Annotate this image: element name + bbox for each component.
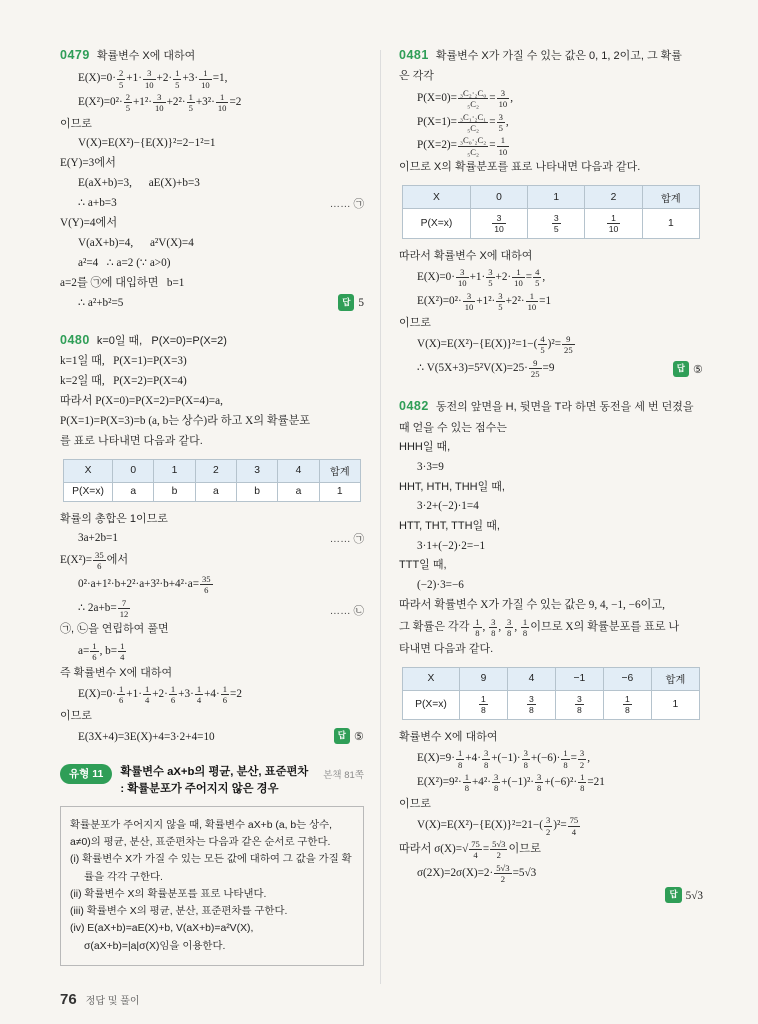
text-line: ㉠, ㉡을 연립하여 풀면 [60, 623, 169, 636]
math-line [399, 887, 703, 905]
table-cell: 1 [651, 690, 699, 719]
table-header-cell: 합계 [642, 186, 699, 209]
table-header-cell: 9 [459, 667, 507, 690]
math-line: E(X)=0· $\frac{1}{6}$ +1· $\frac{1}{4}$ +2· $\frac{1}{6}$ +3· $\frac{1}{4}$ +4· $\frac{1}{6}$ =2 [78, 684, 242, 706]
math-line: P(X=1)= $\frac{\text{₃C₁·₂C₁}}{\text{₅C₂}}$ = $\frac{3}{5}$ , [417, 111, 509, 133]
math-line: V(X)=E(X²)−{E(X)}²=21−( $\frac{3}{2}$ )²= $\frac{75}{4}$ [417, 815, 579, 837]
probability-table [402, 185, 700, 238]
table-cell: 1 [642, 209, 699, 238]
math-line: P(X=0)= $\frac{\text{₃C₂·₂C₀}}{\text{₅C₂}}$ = $\frac{3}{10}$ , [417, 87, 513, 110]
problem-intro [399, 397, 703, 416]
fraction: $\frac{1}{8}$ [458, 748, 463, 770]
answer-badge: 답 [665, 887, 681, 903]
math-line: E(aX+b)=3, aE(X)+b=3 [78, 177, 200, 190]
math-line: P(X=1)=P(X=3)=b (a, b는 상수)라 하고 X의 확률분포 [60, 414, 311, 427]
table-cell [507, 690, 555, 719]
table-header-cell: 0 [470, 186, 527, 209]
math-line: 그 확률은 각각 $\frac{1}{8}$ , $\frac{3}{8}$ , $\frac{3}{8}$ , $\frac{1}{8}$ 이므로 X의 확률분포를 표로 나 [399, 616, 680, 638]
math-line: k=2일 때, P(X=2)=P(X=4) [60, 374, 187, 387]
table-header-cell: 합계 [651, 667, 699, 690]
fraction: $\frac{1}{4}$ [144, 684, 150, 706]
problem-0480 [60, 331, 364, 746]
two-column-layout [60, 46, 708, 984]
table-header-row [403, 186, 700, 209]
table-header-cell: 0 [113, 459, 154, 482]
concept-box-header [60, 764, 364, 798]
fraction: $\frac{1}{4}$ [120, 640, 125, 663]
fraction: $\frac{1}{8}$ [563, 748, 568, 770]
reference-marker: …… ㉠ [329, 198, 364, 211]
fraction: $\frac{1}{6}$ [92, 640, 97, 663]
table-header-cell: X [403, 667, 460, 690]
table-header-cell: X [64, 459, 113, 482]
math-line: V(Y)=4에서 [60, 216, 118, 229]
table-header-cell: 3 [236, 459, 277, 482]
math-line: (−2)·3=−6 [417, 579, 464, 591]
text-line: HTT, THT, TTH일 때, [399, 520, 500, 533]
fraction: $\frac{3}{8}$ [507, 616, 512, 638]
text-line: 이므로 [399, 316, 431, 329]
math-line: E(X²)=9²· $\frac{1}{8}$ +4²· $\frac{3}{8}$ +(−1)²· $\frac{3}{8}$ +(−6)²· $\frac{1}{8}$ =21 [417, 772, 605, 794]
text-line: 타내면 다음과 같다. [399, 642, 494, 655]
fraction: $\frac{3}{10}$ [144, 68, 154, 90]
reference-marker: …… ㉠ [329, 533, 364, 546]
book-page-reference: 본책 81쪽 [323, 769, 364, 781]
table-header-row [64, 459, 361, 482]
answer-badge: 답 [334, 728, 350, 744]
answer [663, 361, 703, 379]
fraction: $\frac{\text{₃C₀·₂C₂}}{\text{₅C₂}}$ [459, 135, 487, 157]
concept-line: 률을 각각 구한다. [84, 871, 163, 883]
fraction: $\frac{3}{2}$ [579, 748, 585, 770]
table-header-cell: 4 [507, 667, 555, 690]
table-header-cell: 4 [278, 459, 319, 482]
problem-intro [60, 46, 364, 65]
table-header-cell: −6 [603, 667, 651, 690]
fraction: $\frac{1}{6}$ [170, 684, 176, 706]
fraction: $\frac{2}{5}$ [119, 68, 124, 90]
concept-line: (iv) E(aX+b)=aE(X)+b, V(aX+b)=a²V(X), [70, 923, 254, 935]
fraction: $\frac{4}{5}$ [540, 334, 545, 356]
fraction: $\frac{1}{10}$ [498, 135, 508, 157]
fraction: $\frac{1}{8}$ [625, 694, 630, 716]
math-line: a=2를 ㉠에 대입하면 b=1 [60, 276, 185, 289]
math-line: 따라서 확률변수 X가 가질 수 있는 값은 9, 4, −1, −6이고, [399, 598, 665, 611]
concept-line: (i) 확률변수 X가 가질 수 있는 모든 값에 대하여 그 값을 가질 확 [70, 854, 352, 866]
problem-intro-text: k=0일 때, P(X=0)=P(X=2) [96, 334, 227, 347]
fraction: $\frac{1}{8}$ [475, 616, 480, 638]
math-line: k=1일 때, P(X=1)=P(X=3) [60, 355, 187, 368]
concept-box-body [60, 806, 364, 966]
math-line: E(X²)= $\frac{35}{6}$ 에서 [60, 549, 129, 572]
probability-table [63, 459, 361, 502]
table-header-row [403, 667, 700, 690]
answer [324, 728, 364, 746]
fraction: $\frac{3}{10}$ [154, 92, 164, 114]
fraction: $\frac{35}{6}$ [202, 573, 211, 595]
fraction: $\frac{1}{8}$ [464, 772, 469, 794]
text-line: 확률의 총합은 1이므로 [60, 512, 168, 525]
answer-value: 5√3 [685, 889, 703, 902]
math-line: E(X)=0· $\frac{2}{5}$ +1· $\frac{3}{10}$ +2· $\frac{1}{5}$ +3· $\frac{1}{10}$ =1, [78, 68, 228, 90]
table-header-cell: 2 [195, 459, 236, 482]
math-line: E(3X+4)=3E(X)+4=3·2+4=10 답 ⑤ [60, 728, 364, 746]
text-line: 이므로 [60, 117, 92, 130]
fraction: $\frac{3}{8}$ [483, 748, 489, 770]
math-line: V(X)=E(X²)−{E(X)}²=1−( $\frac{4}{5}$ )²= $\frac{9}{25}$ [417, 334, 573, 356]
answer-value: ⑤ [353, 730, 364, 743]
table-row [403, 690, 700, 719]
fraction: $\frac{5√3}{2}$ [492, 839, 506, 861]
math-line: σ(2X)=2σ(X)=2· $\frac{5√3}{2}$ =5√3 [417, 863, 537, 885]
text-line: 확률변수 X에 대하여 [399, 730, 498, 743]
left-column [60, 46, 380, 984]
table-cell: a [278, 482, 319, 501]
fraction: $\frac{3}{8}$ [537, 772, 542, 794]
table-cell: P(X=x) [64, 482, 113, 501]
text-line: 이므로 X의 확률분포를 표로 나타내면 다음과 같다. [399, 161, 641, 174]
math-line: 3·2+(−2)·1=4 [417, 500, 479, 513]
problem-number: 0479 [60, 48, 90, 62]
table-cell [603, 690, 651, 719]
math-line: E(X)=9· $\frac{1}{8}$ +4· $\frac{3}{8}$ +(−1)· $\frac{3}{8}$ +(−6)· $\frac{1}{8}$ = $\frac{3}{2}$ , [417, 748, 591, 770]
text-line: 은 각각 [399, 70, 434, 83]
problem-0482 [399, 397, 703, 905]
problem-number: 0482 [399, 399, 429, 414]
math-line: 3·3=9 [417, 460, 444, 473]
fraction: $\frac{5√3}{2}$ [496, 863, 510, 885]
table-row [64, 482, 361, 501]
fraction: $\frac{\text{₃C₂·₂C₀}}{\text{₅C₂}}$ [459, 87, 487, 110]
math-line: V(aX+b)=4, a²V(X)=4 [78, 236, 194, 249]
fraction: $\frac{3}{8}$ [491, 616, 496, 638]
math-line: E(X)=0· $\frac{3}{10}$ +1· $\frac{3}{5}$ +2· $\frac{1}{10}$ = $\frac{4}{5}$ , [417, 267, 546, 289]
concept-line: a≠0)의 평균, 분산, 표준편차는 다음과 같은 순서로 구한다. [70, 837, 331, 849]
table-header-cell: X [403, 186, 471, 209]
problem-0481 [399, 46, 703, 379]
table-cell [555, 690, 603, 719]
table-cell: P(X=x) [403, 209, 471, 238]
text-line: 이므로 [60, 709, 92, 722]
problem-intro [60, 331, 364, 350]
fraction: $\frac{1}{5}$ [175, 68, 180, 90]
problem-0479 [60, 46, 364, 313]
answer [655, 887, 703, 905]
math-line: a= $\frac{1}{6}$ , b= $\frac{1}{4}$ [78, 640, 125, 663]
text-line: 를 표로 나타내면 다음과 같다. [60, 434, 203, 447]
fraction: $\frac{3}{10}$ [464, 290, 474, 313]
math-line: 3a+2b=1 …… ㉠ [60, 530, 364, 547]
table-cell: a [195, 482, 236, 501]
fraction: $\frac{2}{5}$ [125, 92, 130, 114]
footer-label: 정답 및 풀이 [85, 996, 140, 1007]
table-header-cell: 2 [585, 186, 642, 209]
text-line: 따라서 확률변수 X에 대하여 [399, 249, 533, 262]
fraction: $\frac{4}{5}$ [535, 267, 540, 289]
math-line: V(X)=E(X²)−{E(X)}²=2−1²=1 [78, 137, 216, 150]
concept-box [60, 764, 364, 966]
fraction: $\frac{35}{6}$ [95, 549, 104, 572]
fraction: $\frac{9}{25}$ [530, 358, 540, 380]
problem-intro [399, 46, 703, 65]
text-line: 때 얻을 수 있는 점수는 [399, 421, 507, 434]
fraction: $\frac{1}{10}$ [527, 290, 537, 313]
table-header-cell: 1 [528, 186, 585, 209]
fraction: $\frac{1}{10}$ [217, 92, 227, 114]
fraction: $\frac{1}{6}$ [119, 684, 124, 706]
concept-line: (iii) 확률변수 X의 평균, 분산, 표준편차를 구한다. [70, 906, 288, 918]
text-line: 이므로 [399, 797, 431, 810]
fraction: $\frac{3}{8}$ [523, 748, 528, 770]
table-header-cell: 1 [154, 459, 195, 482]
fraction: $\frac{1}{10}$ [608, 212, 619, 234]
right-column [381, 46, 703, 984]
answer-value: 5 [358, 297, 364, 310]
table-row [403, 209, 700, 238]
table-cell: b [154, 482, 195, 501]
fraction: $\frac{\text{₃C₁·₂C₁}}{\text{₅C₂}}$ [459, 111, 487, 133]
probability-table [402, 667, 700, 720]
fraction: $\frac{1}{8}$ [522, 616, 528, 638]
table-cell [470, 209, 527, 238]
fraction: $\frac{9}{25}$ [564, 334, 573, 356]
math-line: ∴ a+b=3 …… ㉠ [60, 195, 364, 212]
math-line: 3·1+(−2)·2=−1 [417, 539, 486, 552]
fraction: $\frac{75}{4}$ [569, 815, 579, 837]
answer [328, 294, 364, 312]
fraction: $\frac{1}{4}$ [196, 684, 202, 706]
type-badge: 유형 11 [60, 764, 112, 784]
text-line: TTT일 때, [399, 559, 447, 572]
answer-value: ⑤ [692, 363, 703, 376]
text-line: 즉 확률변수 X에 대하여 [60, 666, 173, 679]
fraction: $\frac{7}{12}$ [119, 597, 129, 619]
page-number: 76 [60, 991, 77, 1008]
concept-line: 확률분포가 주어지지 않을 때, 확률변수 aX+b (a, b는 상수, [70, 819, 333, 831]
fraction: $\frac{1}{8}$ [580, 772, 585, 794]
fraction: $\frac{3}{5}$ [498, 111, 503, 133]
reference-marker: …… ㉡ [329, 604, 364, 617]
fraction: $\frac{1}{10}$ [201, 68, 210, 90]
concept-title: 확률변수 aX+b의 평균, 분산, 표준편차 : 확률분포가 주어지지 않은 경우 [120, 765, 309, 795]
text-line: HHT, HTH, THH일 때, [399, 480, 505, 493]
fraction: $\frac{3}{5}$ [488, 267, 493, 289]
table-cell [585, 209, 642, 238]
math-line: 따라서 P(X=0)=P(X=2)=P(X=4)=a, [60, 394, 223, 407]
math-line: ∴ a²+b²=5 답 5 [60, 294, 364, 312]
text-line: HHH일 때, [399, 441, 451, 454]
problem-intro-text: 확률변수 X가 가질 수 있는 값은 0, 1, 2이고, 그 확률 [435, 50, 682, 62]
math-line: P(X=2)= $\frac{\text{₃C₀·₂C₂}}{\text{₅C₂}}$ = $\frac{1}{10}$ [417, 135, 508, 157]
fraction: $\frac{3}{10}$ [494, 212, 504, 234]
concept-line: (ii) 확률변수 X의 확률분포를 표로 나타낸다. [70, 888, 267, 900]
table-cell: a [113, 482, 154, 501]
table-cell: 1 [319, 482, 360, 501]
fraction: $\frac{3}{8}$ [577, 694, 582, 716]
math-line: ∴ V(5X+3)=5²V(X)=25· $\frac{9}{25}$ =9 답 ⑤ [417, 358, 703, 380]
fraction: $\frac{1}{10}$ [514, 267, 523, 289]
math-line: 따라서 σ(X)=√ $\frac{75}{4}$ = $\frac{5√3}{2}$ 이므로 [399, 839, 541, 861]
fraction: $\frac{3}{10}$ [458, 267, 467, 289]
page-footer [60, 991, 140, 1008]
math-line: E(X²)=0²· $\frac{2}{5}$ +1²· $\frac{3}{10}$ +2²· $\frac{1}{5}$ +3²· $\frac{1}{10}$ =2 [78, 92, 242, 114]
concept-line: σ(aX+b)=|a|σ(X)임을 이용한다. [84, 940, 226, 952]
table-cell [528, 209, 585, 238]
fraction: $\frac{3}{5}$ [553, 212, 559, 234]
math-line: 0²·a+1²·b+2²·a+3²·b+4²·a= $\frac{35}{6}$ [78, 573, 211, 595]
math-line: ∴ 2a+b= $\frac{7}{12}$ …… ㉡ [78, 597, 364, 619]
table-cell [459, 690, 507, 719]
math-line: E(X²)=0²· $\frac{3}{10}$ +1²· $\frac{3}{5}$ +2²· $\frac{1}{10}$ =1 [417, 290, 552, 313]
fraction: $\frac{1}{8}$ [481, 694, 486, 716]
table-cell: b [236, 482, 277, 501]
fraction: $\frac{3}{10}$ [498, 87, 508, 110]
fraction: $\frac{3}{5}$ [498, 290, 503, 313]
math-line: E(Y)=3에서 [60, 157, 116, 170]
answer-badge: 답 [673, 361, 689, 377]
fraction: $\frac{3}{8}$ [529, 694, 534, 716]
problem-intro-text: 동전의 앞면을 H, 뒷면을 T라 하면 동전을 세 번 던졌을 [435, 401, 694, 414]
math-line: a²=4 ∴ a=2 (∵ a>0) [78, 256, 171, 269]
fraction: $\frac{75}{4}$ [471, 839, 480, 861]
fraction: $\frac{1}{6}$ [222, 684, 228, 706]
table-header-cell: −1 [555, 667, 603, 690]
table-header-cell: 합계 [319, 459, 360, 482]
answer-badge: 답 [338, 294, 354, 310]
table-cell: P(X=x) [403, 690, 460, 719]
fraction: $\frac{3}{8}$ [493, 772, 499, 794]
problem-number: 0480 [60, 332, 90, 347]
fraction: $\frac{1}{5}$ [188, 92, 193, 114]
problem-number: 0481 [399, 48, 429, 62]
problem-intro-text: 확률변수 X에 대하여 [96, 50, 196, 62]
fraction: $\frac{3}{2}$ [545, 815, 551, 837]
